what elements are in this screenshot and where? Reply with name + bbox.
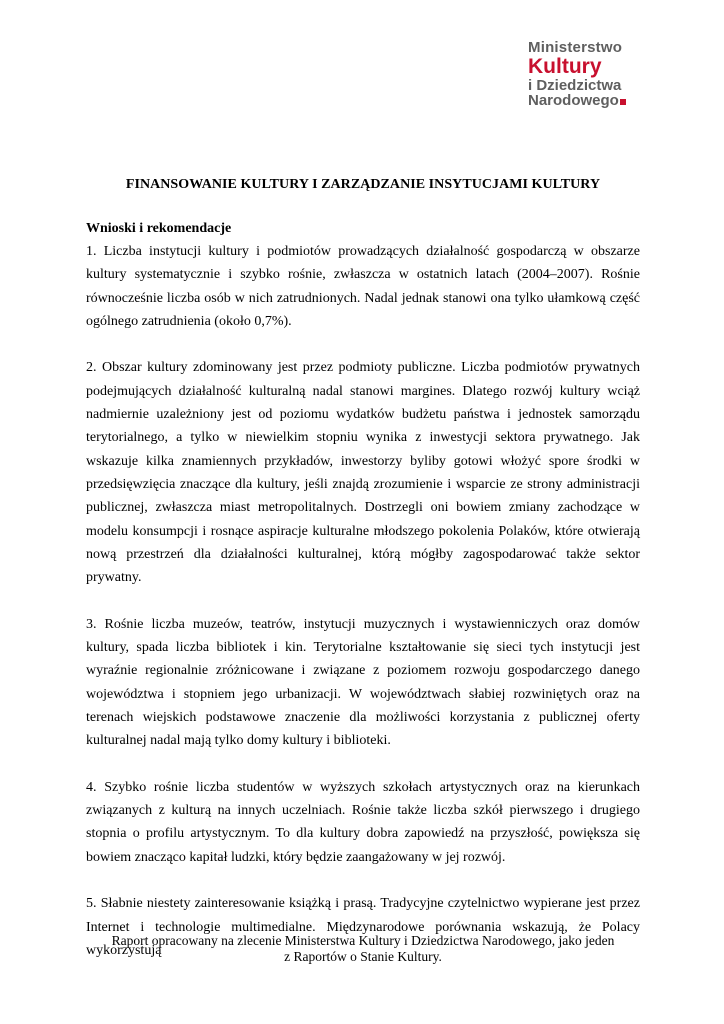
- section-heading: Wnioski i rekomendacje: [86, 221, 232, 236]
- paragraph-2: 2. Obszar kultury zdominowany jest przez podmioty publiczne. Liczba podmiotów prywatnych podejmujących działalność kulturalną nadal stanowi margines. Dlatego rozwój kultury wciąż nadmiernie uzależniony jest od poziomu wydatków budżetu państwa i jednostek samorządu terytorialnego, a tylko w niewielkim stopniu wynika z inwestycji sektora prywatnego. Jak wskazuje kilka znamiennych przykładów, inwestorzy byliby gotowi włożyć spore środki w przedsięwzięcia znaczące dla kultury, jeśli znajdą zrozumienie i wsparcie ze strony administracji publicznej, zwłaszcza miast metropolitalnych. Dostrzegli oni bowiem zmiany zachodzące w modelu konsumpcji i rosnące aspiracje kulturalne młodszego pokolenia Polaków, które otwierają nową przestrzeń dla działalności kulturalnej, którą mógłby zagospodarować także sektor prywatny.: [86, 360, 640, 586]
- page-footer: [86, 933, 640, 965]
- footer-line-2: z Raportów o Stanie Kultury.: [284, 949, 442, 964]
- logo-line-narodowego-wrap: [528, 93, 648, 108]
- ministry-logo: [528, 40, 648, 108]
- paragraph-4: 4. Szybko rośnie liczba studentów w wyższych szkołach artystycznych oraz na kierunkach związanych z kulturą na innych uczelniach. Rośnie także liczba szkół pierwszego i drugiego stopnia o profilu artystycznym. To dla kultury dobra zapowiedź na przyszłość, powiększa się bowiem znacząco kapitał ludzki, który będzie zaangażowany w jej rozwój.: [86, 779, 640, 865]
- logo-line-ministerstwo: Ministerstwo: [528, 39, 623, 56]
- document-title: FINANSOWANIE KULTURY I ZARZĄDZANIE INSYTUCJAMI KULTURY: [125, 177, 601, 192]
- paragraph-1: 1. Liczba instytucji kultury i podmiotów prowadzących działalność gospodarczą w obszarze kultury systematycznie i szybko rośnie, zwłaszcza w ostatnich latach (2004–2007). Rośnie równocześnie liczba osób w nich zatrudnionych. Nadal jednak stanowi ona tylko ułamkową część ogólnego zatrudnienia (około 0,7%).: [86, 244, 640, 329]
- paragraph-3: 3. Rośnie liczba muzeów, teatrów, instytucji muzycznych i wystawienniczych oraz domów kultury, spada liczba bibliotek i kin. Terytorialne kształtowanie się sieci tych instytucji jest wyraźnie regionalnie zróżnicowane i związane z poziomem rozwoju gospodarczego danego województwa i stopniem jego urbanizacji. W województwach słabiej rozwiniętych oraz na terenach wiejskich podstawowe znaczenie dla możliwości korzystania z publicznej oferty kulturalnej nadal mają tylko domy kultury i biblioteki.: [86, 616, 640, 749]
- footer-line-1: Raport opracowany na zlecenie Ministerstwa Kultury i Dziedzictwa Narodowego, jako jeden: [111, 933, 615, 948]
- paragraph-5: 5. Słabnie niestety zainteresowanie książką i prasą. Tradycyjne czytelnictwo wypierane jest przez Internet i technologie multimedialne. Międzynarodowe porównania wskazują, że Polacy wykorzystują: [86, 896, 640, 958]
- logo-line-dziedzictwa: i Dziedzictwa: [528, 77, 622, 94]
- logo-dot-icon: [620, 99, 626, 105]
- logo-line-narodowego: Narodowego: [528, 92, 619, 109]
- logo-line-kultury: Kultury: [528, 55, 602, 78]
- document-body: [86, 240, 640, 986]
